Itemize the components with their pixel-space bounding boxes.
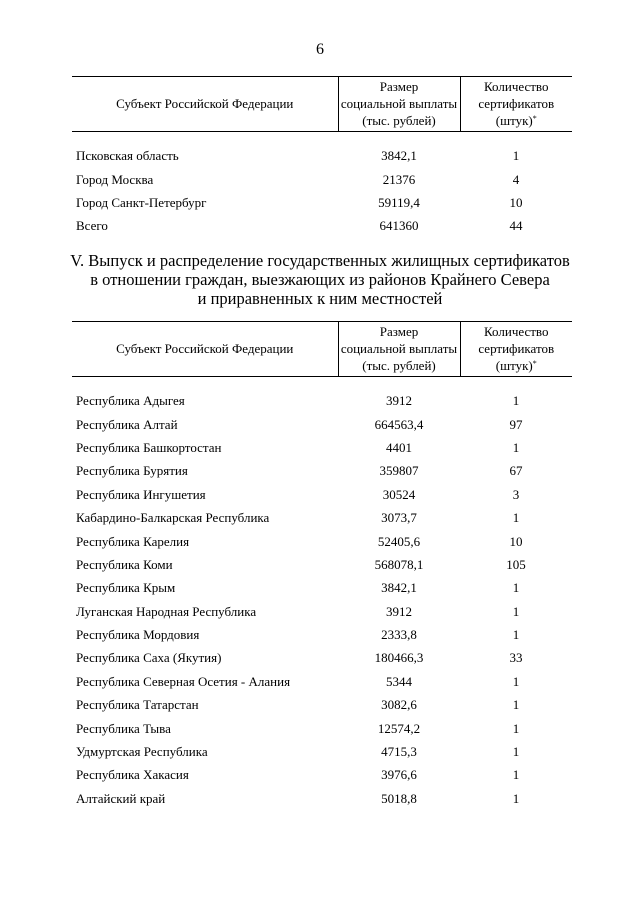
cell-subject: Республика Саха (Якутия) <box>76 650 222 666</box>
table-row <box>72 646 572 669</box>
page-number: 6 <box>316 41 324 58</box>
cell-payment: 52405,6 <box>377 533 421 549</box>
cell-payment: 568078,1 <box>374 556 424 572</box>
cell-subject: Республика Татарстан <box>76 697 199 713</box>
cell-count: 1 <box>512 673 520 689</box>
cell-payment: 3073,7 <box>381 510 417 526</box>
table-row <box>72 553 572 576</box>
cell-count: 97 <box>509 416 523 432</box>
table-row <box>72 483 572 506</box>
table-row <box>72 787 572 810</box>
cell-subject: Республика Северная Осетия - Алания <box>76 673 291 689</box>
cell-subject: Всего <box>76 218 108 234</box>
column-header-payment-line: социальной выплаты <box>340 341 458 356</box>
cell-payment: 3842,1 <box>381 148 417 164</box>
cell-payment: 5018,8 <box>381 790 417 806</box>
cell-subject: Республика Башкортостан <box>76 439 222 455</box>
cell-subject: Республика Карелия <box>76 533 190 549</box>
cell-payment: 3082,6 <box>381 697 417 713</box>
cell-count: 1 <box>512 393 520 409</box>
table-row <box>72 167 572 190</box>
cell-payment: 21376 <box>382 171 416 187</box>
cell-count: 1 <box>512 744 520 760</box>
table-row <box>72 529 572 552</box>
cell-count: 10 <box>509 533 523 549</box>
cell-count: 105 <box>506 556 526 572</box>
cell-count: 67 <box>509 463 523 479</box>
column-header-payment-line: Размер <box>379 324 419 339</box>
table-row <box>72 763 572 786</box>
cell-count: 3 <box>512 486 520 502</box>
column-header-payment-line: Размер <box>379 79 419 94</box>
cell-count: 1 <box>512 767 520 783</box>
cell-count: 1 <box>512 603 520 619</box>
column-header-count-line: Количество <box>484 79 549 94</box>
cell-payment: 359807 <box>379 463 419 479</box>
column-header-count-line: сертификатов <box>478 96 555 111</box>
cell-subject: Республика Мордовия <box>76 627 200 643</box>
cell-subject: Город Санкт-Петербург <box>76 194 207 210</box>
cell-count: 1 <box>512 439 520 455</box>
column-header-payment <box>338 322 460 377</box>
column-header-payment-line: (тыс. рублей) <box>362 358 436 373</box>
column-header-count-line: (штук) <box>495 113 533 128</box>
cell-count: 33 <box>509 650 523 666</box>
column-header-payment-line: (тыс. рублей) <box>362 113 436 128</box>
table-row <box>72 389 572 412</box>
column-header-payment-line: социальной выплаты <box>340 96 458 111</box>
cell-subject: Псковская область <box>76 148 179 164</box>
cell-subject: Республика Хакасия <box>76 767 189 783</box>
cell-payment: 5344 <box>386 673 412 689</box>
cell-subject: Республика Адыгея <box>76 393 185 409</box>
cell-payment: 59119,4 <box>378 194 420 210</box>
section-title-line: V. Выпуск и распределение государственных жилищных сертификатов <box>70 251 570 270</box>
allocation-table-continued <box>72 76 572 238</box>
cell-subject: Город Москва <box>76 171 154 187</box>
table-row <box>72 716 572 739</box>
cell-count: 4 <box>512 171 520 187</box>
cell-payment: 180466,3 <box>374 650 424 666</box>
cell-payment: 3842,1 <box>381 580 417 596</box>
cell-count: 1 <box>512 720 520 736</box>
section-title <box>0 251 640 308</box>
cell-subject: Кабардино-Балкарская Республика <box>76 510 270 526</box>
allocation-table-north <box>72 321 572 810</box>
table-row <box>72 740 572 763</box>
cell-count: 10 <box>509 194 523 210</box>
column-header-count-line: Количество <box>484 324 549 339</box>
column-header-payment <box>338 77 460 132</box>
table-row <box>72 214 572 237</box>
cell-subject: Республика Крым <box>76 580 176 596</box>
column-header-subject-label: Субъект Российской Федерации <box>116 341 294 356</box>
column-header-subject <box>72 77 338 132</box>
cell-count: 1 <box>512 697 520 713</box>
cell-count: 1 <box>512 510 520 526</box>
column-header-count <box>460 322 572 377</box>
table-row <box>72 693 572 716</box>
cell-payment: 641360 <box>379 218 419 234</box>
footnote-mark: * <box>532 359 537 368</box>
cell-payment: 3912 <box>386 393 412 409</box>
table-header-row <box>72 322 572 377</box>
column-header-count-line: (штук) <box>495 358 533 373</box>
cell-count: 1 <box>512 627 520 643</box>
cell-payment: 12574,2 <box>377 720 421 736</box>
cell-payment: 664563,4 <box>374 416 424 432</box>
cell-count: 1 <box>512 580 520 596</box>
cell-count: 1 <box>512 790 520 806</box>
table-row <box>72 623 572 646</box>
table-row <box>72 576 572 599</box>
column-header-subject <box>72 322 338 377</box>
column-header-count <box>460 77 572 132</box>
cell-subject: Республика Алтай <box>76 416 178 432</box>
cell-payment: 30524 <box>382 486 416 502</box>
table-row <box>72 459 572 482</box>
column-header-subject-label: Субъект Российской Федерации <box>116 96 294 111</box>
table-row <box>72 600 572 623</box>
cell-payment: 2333,8 <box>381 627 417 643</box>
table-row <box>72 412 572 435</box>
cell-subject: Республика Ингушетия <box>76 486 206 502</box>
table-header-row <box>72 77 572 132</box>
section-title-line: в отношении граждан, выезжающих из районов Крайнего Севера <box>90 270 550 289</box>
cell-payment: 3976,6 <box>381 767 417 783</box>
cell-subject: Республика Коми <box>76 556 173 572</box>
cell-subject: Алтайский край <box>76 790 166 806</box>
cell-subject: Удмуртская Республика <box>76 744 208 760</box>
cell-payment: 3912 <box>386 603 412 619</box>
table-row <box>72 506 572 529</box>
cell-payment: 4401 <box>386 439 412 455</box>
table-row <box>72 670 572 693</box>
footnote-mark: * <box>532 114 537 123</box>
cell-subject: Республика Тыва <box>76 720 171 736</box>
cell-count: 44 <box>509 218 523 234</box>
cell-subject: Республика Бурятия <box>76 463 188 479</box>
cell-count: 1 <box>512 148 520 164</box>
column-header-count-line: сертификатов <box>478 341 555 356</box>
table-row <box>72 436 572 459</box>
table-row <box>72 191 572 214</box>
cell-payment: 4715,3 <box>381 744 417 760</box>
table-row <box>72 144 572 167</box>
section-title-line: и приравненных к ним местностей <box>197 289 443 308</box>
cell-subject: Луганская Народная Республика <box>76 603 257 619</box>
